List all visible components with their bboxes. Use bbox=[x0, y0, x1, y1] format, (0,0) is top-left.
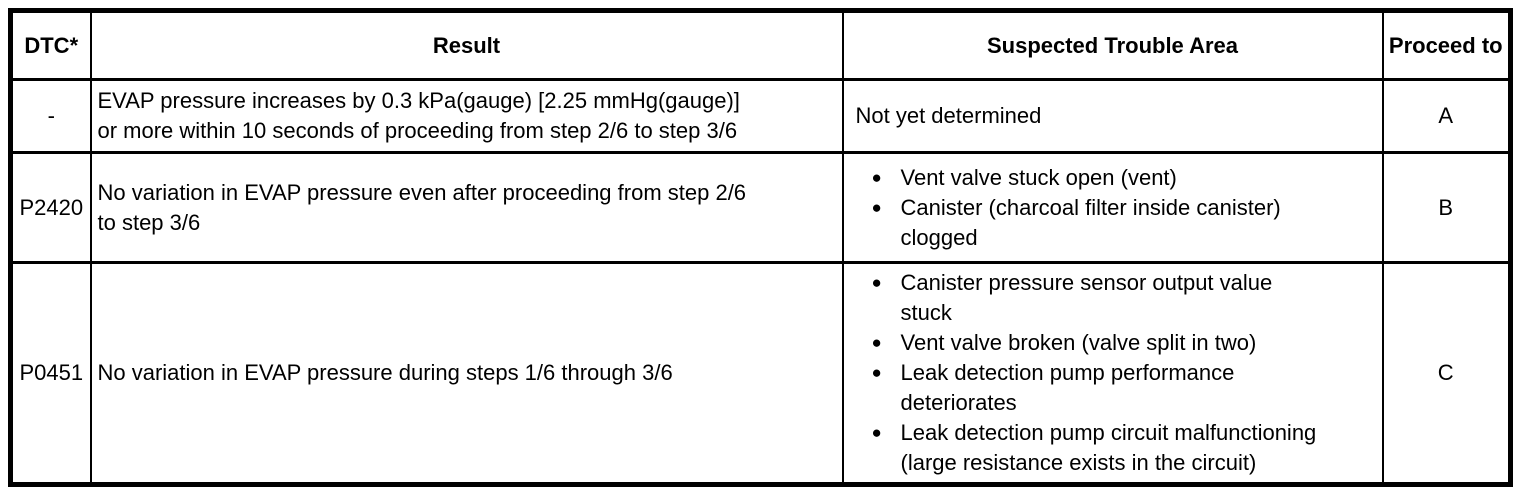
trouble-text: Leak detection pump performance deteriorates bbox=[900, 360, 1235, 415]
trouble-text: Leak detection pump circuit malfunctioning (large resistance exists in the circuit) bbox=[900, 420, 1317, 475]
dtc-code-cell: - bbox=[11, 80, 91, 153]
bullet-icon: ● bbox=[871, 273, 882, 292]
trouble-bullet-item bbox=[856, 358, 1378, 418]
dtc-code-cell: P2420 bbox=[11, 153, 91, 263]
trouble-text: Vent valve broken (valve split in two) bbox=[900, 330, 1257, 355]
trouble-bullet-item bbox=[856, 268, 1378, 328]
table-row bbox=[11, 263, 1511, 485]
col-header-trouble-area: Suspected Trouble Area bbox=[843, 11, 1383, 80]
col-header-proceed-to: Proceed to bbox=[1383, 11, 1511, 80]
trouble-text: Vent valve stuck open (vent) bbox=[900, 164, 1177, 190]
bullet-icon: ● bbox=[871, 333, 882, 352]
bullet-icon: ● bbox=[871, 197, 882, 217]
trouble-text: Not yet determined bbox=[855, 103, 1042, 128]
trouble-area-cell bbox=[843, 80, 1383, 153]
bullet-icon: ● bbox=[871, 167, 882, 187]
trouble-bullet-item bbox=[856, 193, 1378, 253]
trouble-text: Canister pressure sensor output value stuck bbox=[900, 270, 1273, 325]
dtc-diagnostic-table bbox=[8, 8, 1513, 487]
result-cell bbox=[91, 153, 843, 263]
header-row bbox=[11, 11, 1511, 80]
trouble-text: Canister (charcoal filter inside canister) clogged bbox=[900, 194, 1281, 250]
trouble-bullet-item bbox=[856, 163, 1378, 193]
result-cell bbox=[91, 80, 843, 153]
result-text: or more within 10 seconds of proceeding from step 2/6 to step 3/6 bbox=[97, 118, 738, 143]
bullet-icon: ● bbox=[871, 423, 882, 442]
result-text: No variation in EVAP pressure during steps 1/6 through 3/6 bbox=[97, 360, 673, 385]
result-text: EVAP pressure increases by 0.3 kPa(gauge) [2.25 mmHg(gauge)] bbox=[97, 88, 740, 113]
bullet-icon: ● bbox=[871, 363, 882, 382]
table-row bbox=[11, 153, 1511, 263]
proceed-to-cell: A bbox=[1383, 80, 1511, 153]
result-cell bbox=[91, 263, 843, 485]
result-text: to step 3/6 bbox=[97, 209, 201, 235]
trouble-area-cell bbox=[843, 263, 1383, 485]
col-header-result: Result bbox=[91, 11, 843, 80]
table-row bbox=[11, 80, 1511, 153]
proceed-to-cell: B bbox=[1383, 153, 1511, 263]
proceed-to-cell: C bbox=[1383, 263, 1511, 485]
result-text: No variation in EVAP pressure even after proceeding from step 2/6 bbox=[97, 179, 747, 205]
trouble-bullet-list bbox=[856, 268, 1378, 478]
trouble-bullet-list bbox=[856, 163, 1378, 253]
trouble-bullet-item bbox=[856, 418, 1378, 478]
dtc-code-cell: P0451 bbox=[11, 263, 91, 485]
col-header-dtc: DTC* bbox=[11, 11, 91, 80]
trouble-bullet-item bbox=[856, 328, 1378, 358]
trouble-area-cell bbox=[843, 153, 1383, 263]
